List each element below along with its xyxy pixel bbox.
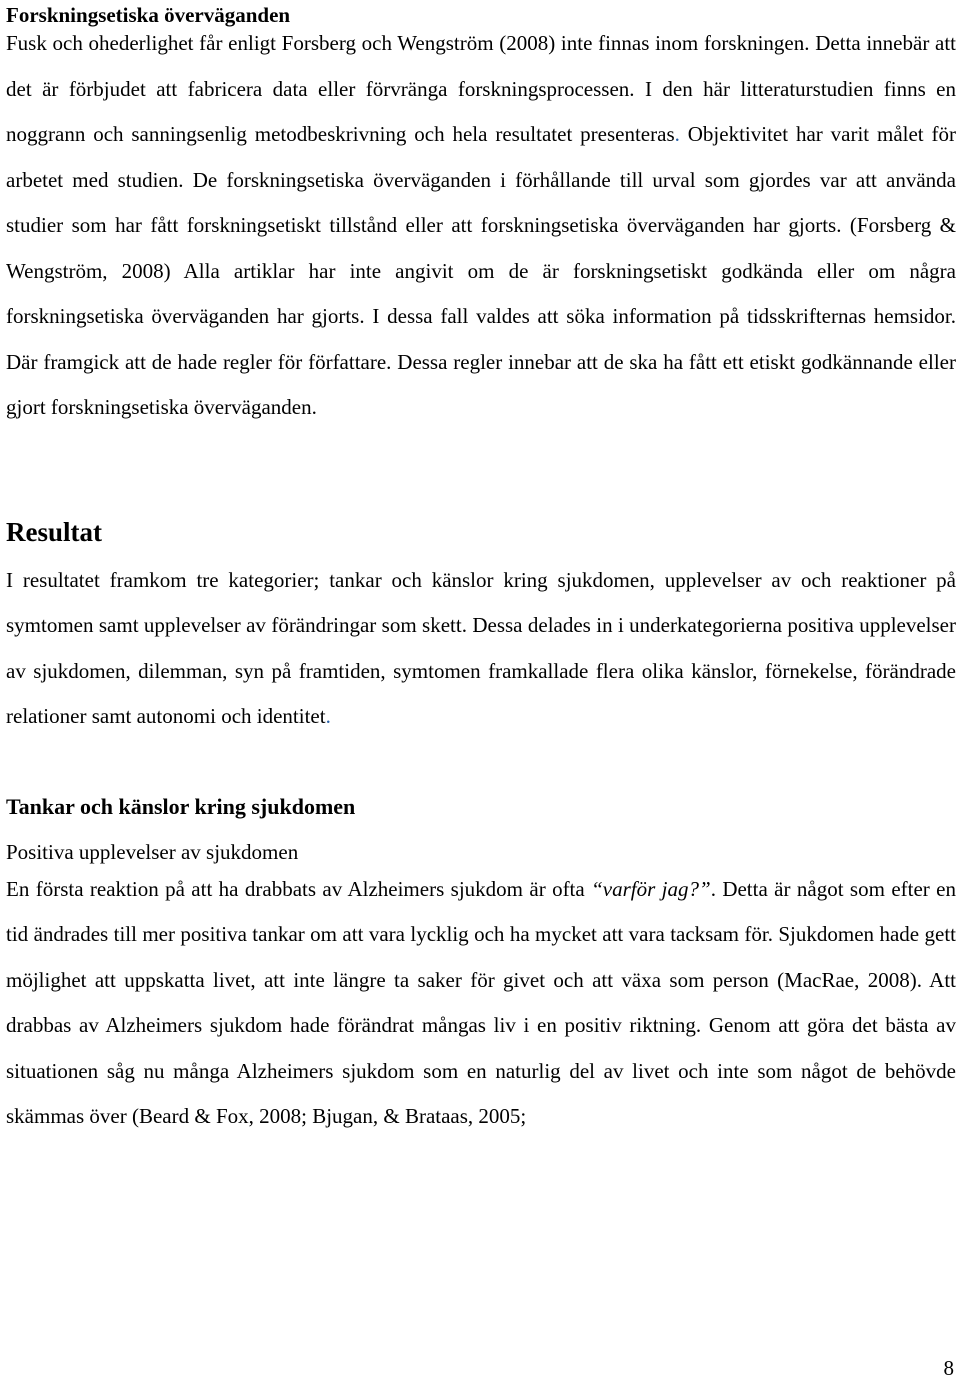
tankar-paragraph [6, 867, 956, 1140]
resultat-paragraph [6, 558, 956, 740]
resultat-text: I resultatet framkom tre kategorier; tankar och känslor kring sjukdomen, upplevelser av och reaktioner på symtomen samt upplevelser av förändringar som skett. Dessa delades in i underkategorierna positiva upplevelser av sjukdomen, dilemman, syn på framtiden, symtomen framkallade flera olika känslor, förnekelse, förändrade relationer samt autonomi och identitet [6, 567, 956, 728]
tankar-text-a: En första reaktion på att ha drabbats av Alzheimers sjukdom är ofta [6, 876, 592, 901]
spacer [6, 431, 956, 515]
spacer [6, 740, 956, 792]
tankar-quote: “varför jag?” [591, 876, 711, 901]
section-heading-ethics: Forskningsetiska överväganden [6, 3, 291, 27]
ethics-text-b: Objektivitet har varit målet för arbetet med studien. De forskningsetiska överväganden i förhållande till urval som gjordes var att använda studier som har fått forskningsetiskt tillstånd eller att forskningsetiska överväganden har gjorts. (Forsberg & Wengström, 2008) Alla artiklar har inte angivit om de är forskningsetiskt godkända eller om några forskningsetiska överväganden har gjorts. I dessa fall valdes att söka information på tidsskrifternas hemsidor. Där framgick att de hade regler för författare. Dessa regler innebar att de ska ha fått ett etiskt godkännande eller gjort forskningsetiska överväganden. [6, 122, 956, 419]
resultat-dot: . [325, 704, 331, 728]
subsection-heading-tankar: Tankar och känslor kring sjukdomen [6, 793, 356, 819]
subheading-positiva: Positiva upplevelser av sjukdomen [6, 839, 299, 864]
ethics-paragraph [6, 21, 956, 431]
ethics-dot: . [674, 122, 680, 146]
section-heading-resultat: Resultat [6, 516, 102, 547]
tankar-text-b: . Detta är något som efter en tid ändrades till mer positiva tankar om att vara lycklig och ha mycket att vara tacksam för. Sjukdomen hade gett möjlighet att uppskatta livet, att inte längre ta saker för givet och att växa som person (MacRae, 2008). Att drabbas av Alzheimers sjukdom hade förändrat mångas liv i en positiv riktning. Genom att göra det bästa av situationen såg nu många Alzheimers sjukdom som en naturlig del av livet och inte som något de behövde skämmas över (Beard & Fox, 2008; Bjugan, & Brataas, 2005; [6, 876, 956, 1128]
ethics-text-a: Fusk och ohederlighet får enligt Forsberg och Wengström (2008) inte finnas inom forskningen. Detta innebär att det är förbjudet att fabricera data eller förvränga forskningsprocessen. I den här litteraturstudien finns en noggrann och sanningsenlig metodbeskrivning och hela resultatet presenteras [6, 31, 956, 146]
document-page [6, 0, 956, 1140]
page-number: 8 [943, 1356, 954, 1380]
